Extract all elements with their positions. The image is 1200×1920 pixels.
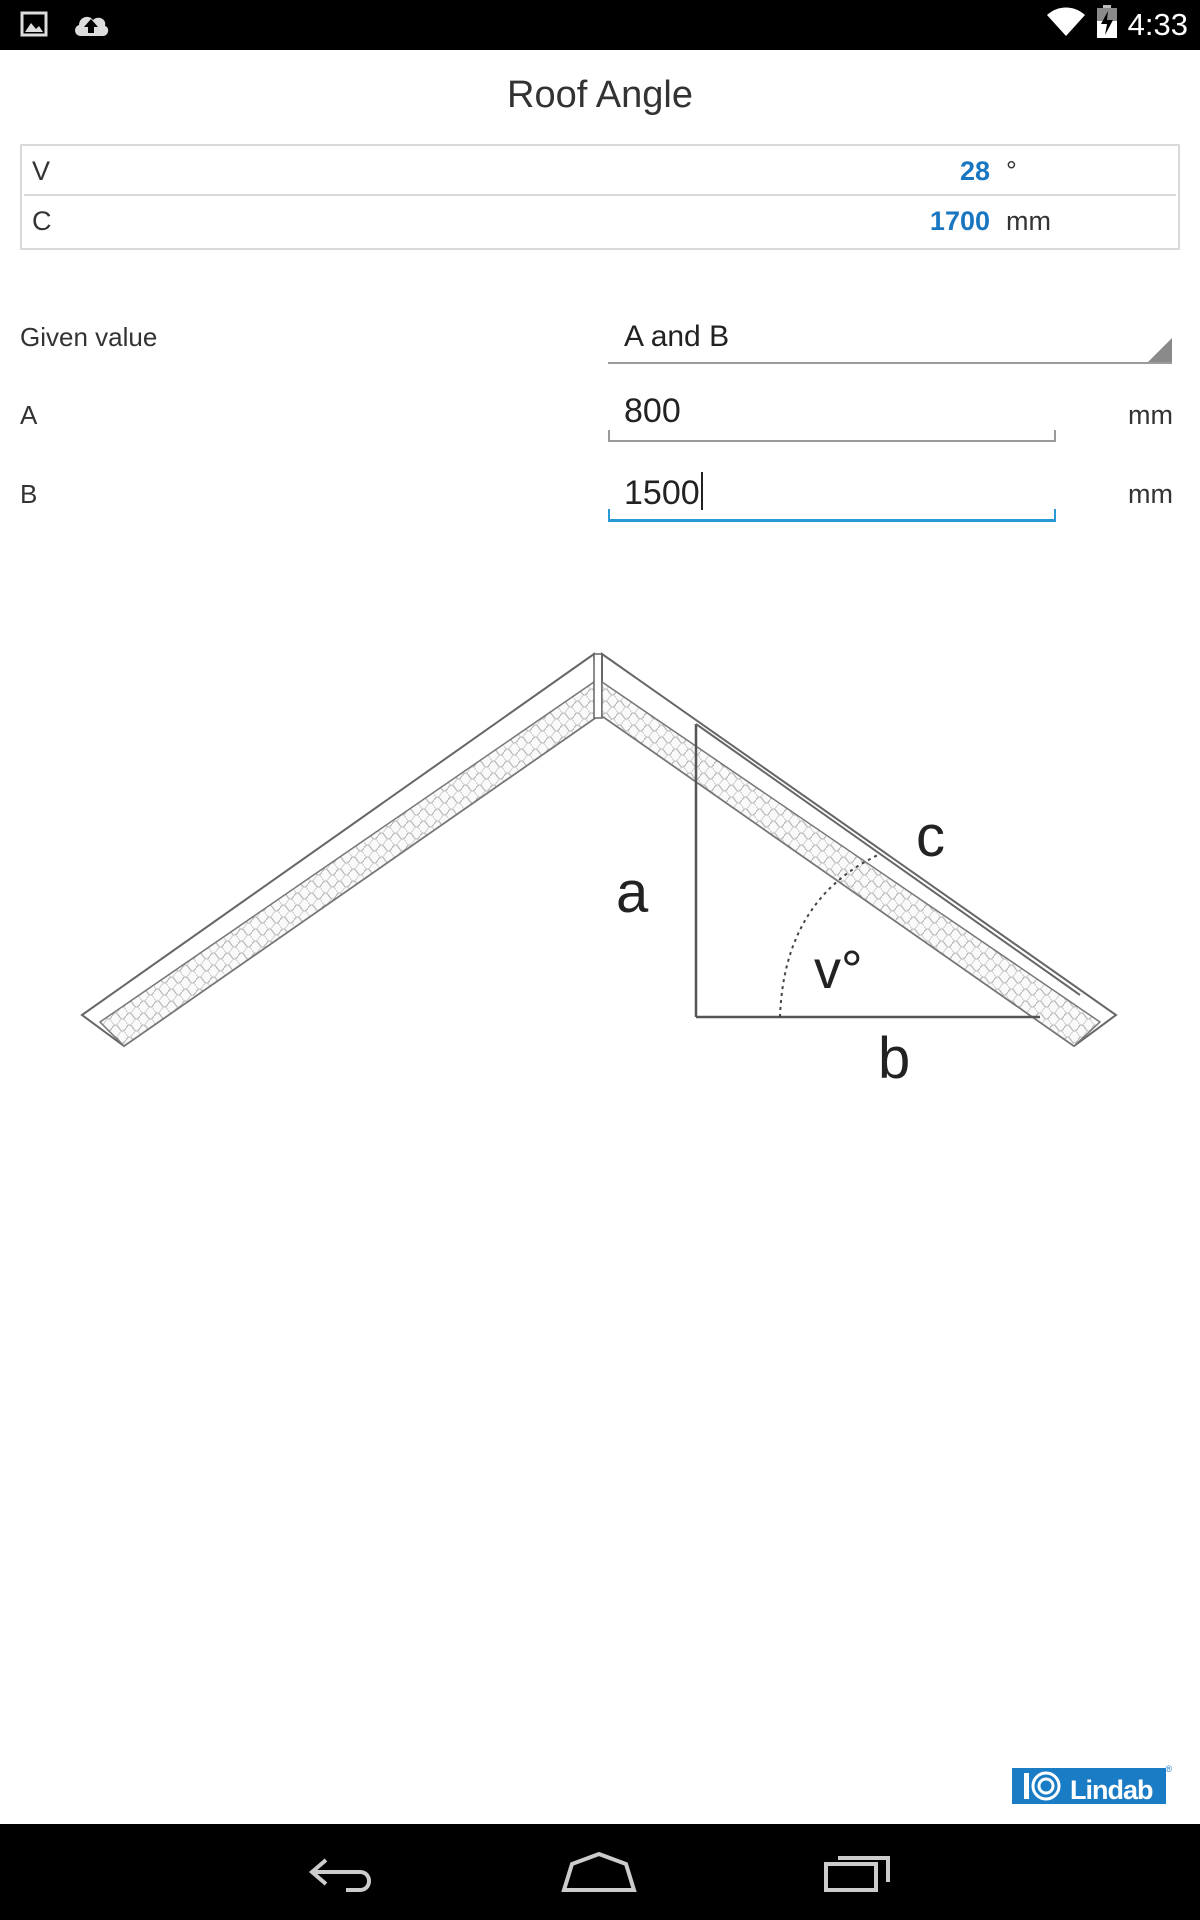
app-content xyxy=(0,50,1200,1824)
result-label: C xyxy=(32,206,52,236)
results-table xyxy=(20,144,1180,250)
page-title: Roof Angle xyxy=(507,74,693,116)
dimension-c-line xyxy=(696,724,1080,995)
label-b: b xyxy=(878,1026,911,1091)
roof-ridge xyxy=(594,654,602,718)
b-label: B xyxy=(20,479,38,509)
roof-diagram xyxy=(70,590,1130,1100)
image-notification-icon xyxy=(20,9,48,44)
result-row-c xyxy=(24,198,1176,246)
dropdown-arrow-icon xyxy=(1148,338,1172,362)
given-value-selected: A and B xyxy=(624,320,730,353)
a-input[interactable] xyxy=(608,382,1056,442)
cloud-upload-icon xyxy=(72,9,110,44)
home-icon[interactable] xyxy=(560,1852,638,1899)
a-label: A xyxy=(20,400,38,430)
recents-icon[interactable] xyxy=(822,1850,892,1899)
lindab-logo xyxy=(1012,1764,1170,1808)
a-unit: mm xyxy=(1128,400,1173,430)
status-bar xyxy=(0,0,1200,50)
back-icon[interactable] xyxy=(306,1852,378,1901)
result-unit: mm xyxy=(1006,206,1051,236)
label-c: c xyxy=(916,804,945,869)
result-unit: ° xyxy=(1006,156,1017,186)
given-value-label: Given value xyxy=(20,322,158,352)
b-unit: mm xyxy=(1128,479,1173,509)
battery-charging-icon xyxy=(1096,5,1118,44)
a-input-value: 800 xyxy=(624,392,681,430)
result-value: 1700 xyxy=(929,206,990,236)
label-a: a xyxy=(616,860,649,925)
result-label: V xyxy=(32,156,51,186)
result-value: 28 xyxy=(959,156,990,186)
given-value-dropdown[interactable] xyxy=(608,310,1172,364)
registered-mark: ® xyxy=(1165,1764,1172,1774)
clock: 4:33 xyxy=(1127,6,1188,42)
roof-left-insulation xyxy=(100,682,598,1046)
result-row-v xyxy=(24,148,1176,196)
text-caret xyxy=(701,472,703,510)
label-angle: v° xyxy=(814,940,863,1000)
b-input[interactable] xyxy=(608,462,1056,522)
b-input-value: 1500 xyxy=(624,474,700,512)
wifi-icon xyxy=(1046,6,1086,43)
lindab-mark-icon xyxy=(1016,1768,1070,1804)
lindab-logo-text: Lindab xyxy=(1070,1775,1153,1805)
navigation-bar xyxy=(0,1824,1200,1920)
